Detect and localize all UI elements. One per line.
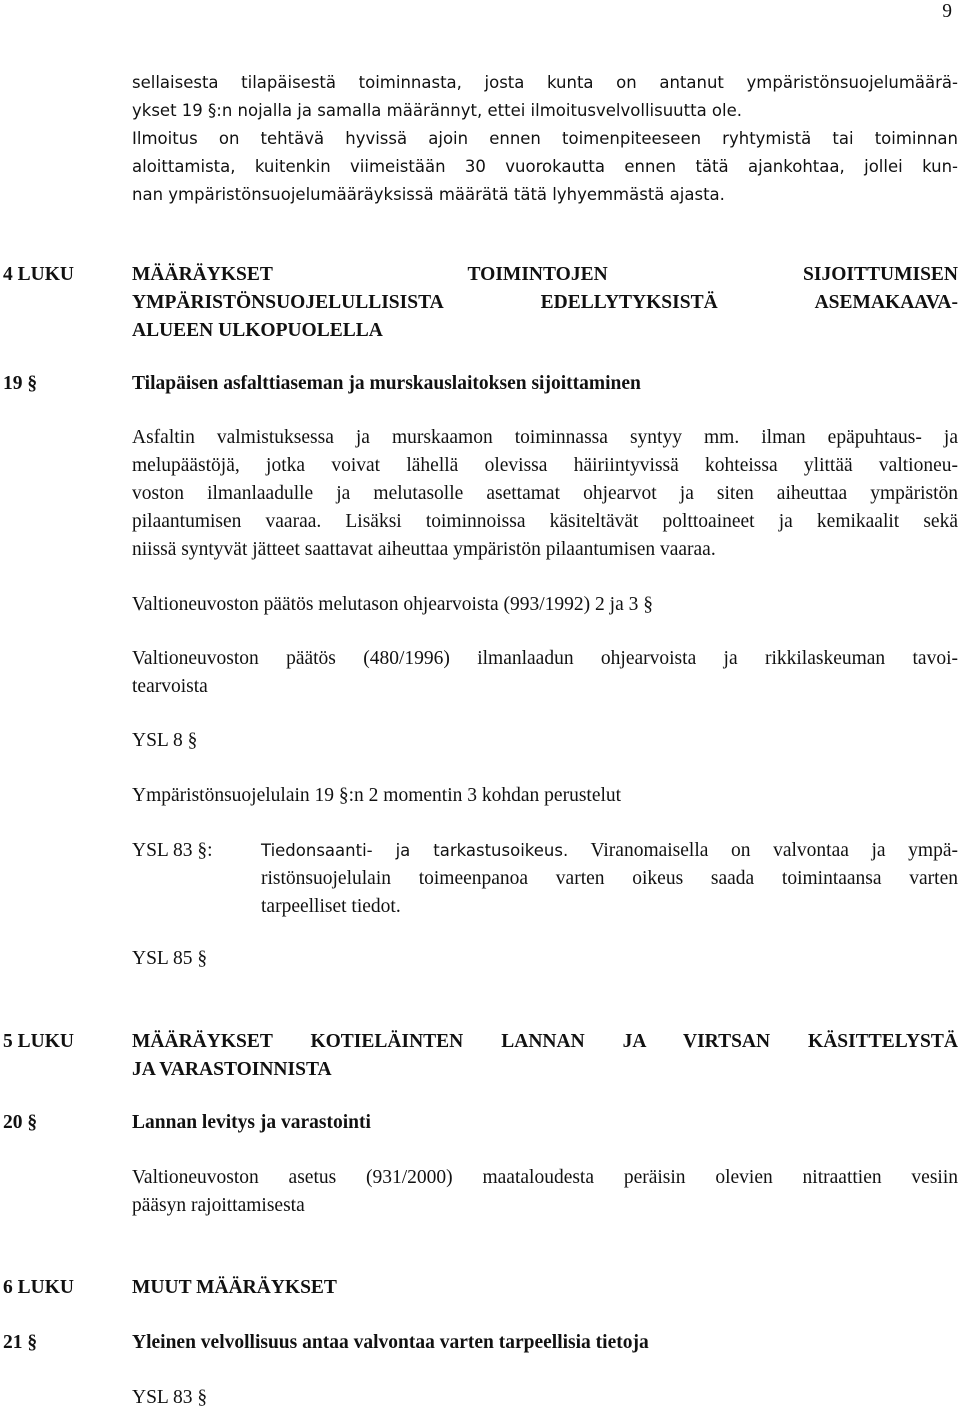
ysl-83-line: ristönsuojelulain toimeenpanoa varten oikeus saada toimintaansa varten [261,868,958,889]
chapter-title-line: ALUEEN ULKOPUOLELLA [132,320,383,341]
reference-ysl-19-rationale: Ympäristönsuojelulain 19 §:n 2 momentin 3 kohdan perustelut [132,785,622,806]
ysl-83-heading: Tiedonsaanti- ja tarkastusoikeus. [261,841,569,860]
paragraph-line: Asfaltin valmistuksessa ja murskaamon toiminnassa syntyy mm. ilman epäpuhtaus- ja [132,427,958,448]
paragraph-line: pääsyn rajoittamisesta [132,1195,305,1216]
chapter-title-line: JA VARASTOINNISTA [132,1059,332,1080]
section-19-heading [3,370,958,398]
paragraph-line: melupäästöjä, jotka voivat lähellä olevissa häiriintyvissä kohteissa ylittää valtioneu- [132,455,958,476]
intro-line: nan ympäristönsuojelumääräyksissä määrätä tätä lyhyemmästä ajasta. [132,185,725,204]
paragraph-line: pilaantumisen vaaraa. Lisäksi toiminnoissa käsiteltävät polttoaineet ja kemikaalit sekä [132,511,958,532]
reference-line: Valtioneuvoston päätös (480/1996) ilmanlaadun ohjearvoista ja rikkilaskeuman tavoi- [132,648,958,669]
section-number: 19 § [3,373,38,394]
paragraph-line: voston ilmanlaadulle ja melutasolle asettamat ohjearvot ja siten aiheuttaa ympäristön [132,483,958,504]
paragraph-line: Valtioneuvoston asetus (931/2000) maataloudesta peräisin olevien nitraattien vesiin [132,1167,958,1188]
section-title: Yleinen velvollisuus antaa valvontaa varten tarpeellisia tietoja [132,1332,649,1353]
intro-line: aloittamista, kuitenkin viimeistään 30 vuorokautta ennen tätä ajankohtaa, jollei kun- [132,157,958,176]
chapter-title-line: MÄÄRÄYKSET KOTIELÄINTEN LANNAN JA VIRTSAN KÄSITTELYSTÄ [132,1031,958,1052]
section-number: 21 § [3,1332,38,1353]
chapter-title-line: MÄÄRÄYKSET TOIMINTOJEN SIJOITTUMISEN [132,264,958,285]
chapter-4-heading [3,261,958,345]
intro-line: sellaisesta tilapäisestä toiminnasta, josta kunta on antanut ympäristönsuojelumäärä- [132,73,958,92]
reference-noise-decision: Valtioneuvoston päätös melutason ohjearvoista (993/1992) 2 ja 3 § [132,594,653,615]
section-20-paragraph [132,1164,958,1220]
intro-paragraph [132,69,958,209]
section-title: Lannan levitys ja varastointi [132,1112,371,1133]
chapter-6-heading [3,1274,958,1302]
chapter-title-line: YMPÄRISTÖNSUOJELULLISISTA EDELLYTYKSISTÄ ASEMAKAAVA- [132,292,958,313]
section-19-paragraph [132,424,958,564]
chapter-number: 4 LUKU [3,264,74,285]
reference-ysl-85: YSL 85 § [132,948,208,969]
reference-air-quality-decision [132,645,958,701]
paragraph-line: niissä syntyvät jätteet saattavat aiheuttaa ympäristön pilaantumisen vaaraa. [132,539,716,560]
ysl-83-label: YSL 83 §: [132,840,213,861]
reference-line: tearvoista [132,676,208,697]
chapter-number: 6 LUKU [3,1277,74,1298]
reference-ysl-8: YSL 8 § [132,730,198,751]
chapter-title [132,1028,958,1084]
section-title: Tilapäisen asfalttiaseman ja murskauslaitoksen sijoittaminen [132,373,641,394]
chapter-title [132,261,958,345]
section-20-heading [3,1109,958,1137]
chapter-5-heading [3,1028,958,1084]
chapter-number: 5 LUKU [3,1031,74,1052]
section-number: 20 § [3,1112,38,1133]
ysl-83-line-rest: Viranomaisella on valvontaa ja ympä- [568,840,958,861]
intro-line: ykset 19 §:n nojalla ja samalla määrännyt, ettei ilmoitusvelvollisuutta ole. [132,101,743,120]
ysl-83-description [261,837,958,921]
ysl-83-line [261,837,958,865]
section-21-heading [3,1329,958,1357]
intro-line: Ilmoitus on tehtävä hyvissä ajoin ennen toimenpiteeseen ryhtymistä tai toiminnan [132,129,958,148]
ysl-83-line: tarpeelliset tiedot. [261,896,401,917]
chapter-title: MUUT MÄÄRÄYKSET [132,1277,337,1298]
reference-ysl-83: YSL 83 § [132,1387,208,1408]
page-number: 9 [942,1,952,22]
